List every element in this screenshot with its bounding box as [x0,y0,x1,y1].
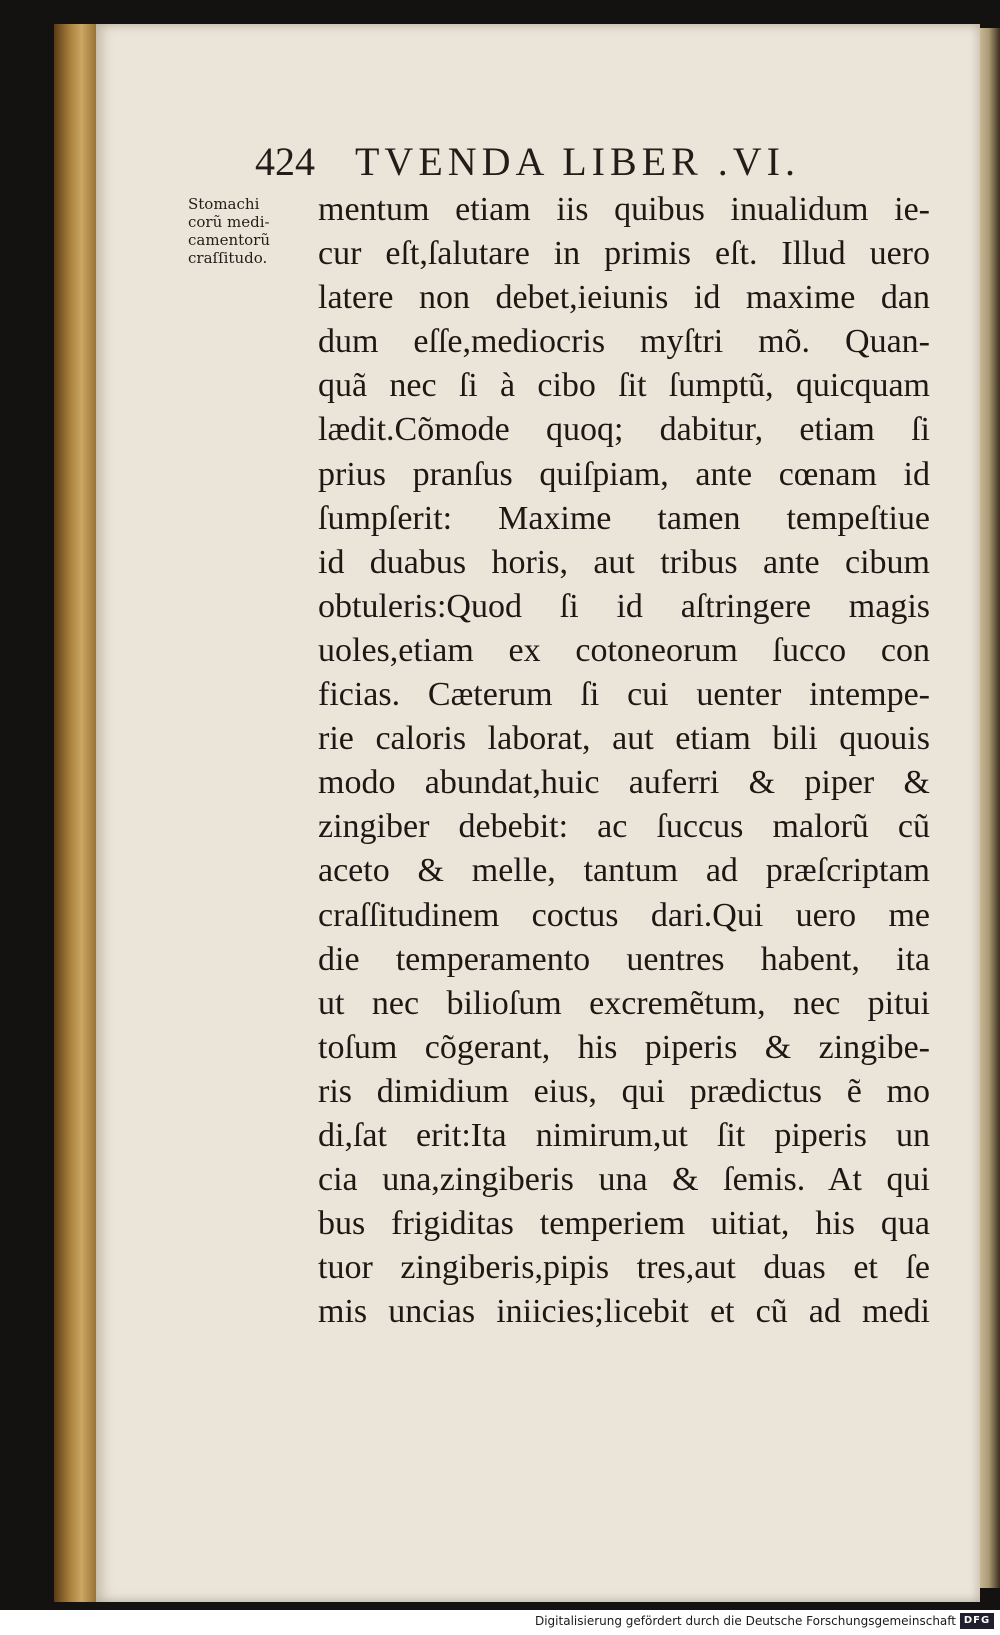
book-edge-left [54,24,100,1602]
text-line: prius pranſus quiſpiam, ante cœnam id [318,455,930,493]
text-line: cia una,zingiberis una & ſemis. At qui [318,1161,930,1199]
text-line: dum eſſe,mediocris myſtri mõ. Quan- [318,323,930,361]
text-line: lædit.Cõmode quoq; dabitur, etiam ſi [318,411,930,449]
text-line: mis uncias iniicies;licebit et cũ ad medi [318,1293,930,1331]
text-line: tuor zingiberis,pipis tres,aut duas et ſe [318,1249,930,1287]
marginal-note [188,195,320,267]
text-line: bus frigiditas temperiem uitiat, his qua [318,1205,930,1243]
text-line: latere non debet,ieiunis id maxime dan [318,279,930,317]
text-line: zingiber debebit: ac ſuccus malorũ cũ [318,808,930,846]
marginal-note-line: Stomachi [188,195,260,213]
running-title: TVENDA LIBER .VI. [355,139,800,184]
text-line: ut nec bilioſum excremẽtum, nec pitui [318,984,930,1022]
digitization-credit: Digitalisierung gefördert durch die Deutsche Forschungsgemeinschaft [534,1614,956,1628]
text-line: toſum cõgerant, his piperis & zingibe- [318,1028,930,1066]
body-text [318,188,930,1334]
text-line: cur eſt,ſalutare in primis eſt. Illud uero [318,235,930,273]
text-line: ſumpſerit: Maxime tamen tempeſtiue [318,499,930,537]
text-line: id duabus horis, aut tribus ante cibum [318,543,930,581]
text-line: die temperamento uentres habent, ita [318,940,930,978]
text-line: quã nec ſi à cibo ſit ſumptũ, quicquam [318,367,930,405]
text-line: aceto & melle, tantum ad præſcriptam [318,852,930,890]
marginal-note-line: craſſitudo. [188,249,268,267]
text-line: ficias. Cæterum ſi cui uenter intempe- [318,676,930,714]
text-line: di,ſat erit:Ita nimirum,ut ſit piperis un [318,1116,930,1154]
book-edge-right [978,28,1000,1588]
page-number: 424 [255,139,315,184]
text-line: craſſitudinem coctus dari.Qui uero me [318,896,930,934]
text-line: modo abundat,huic auferri & piper & [318,764,930,802]
text-line: ris dimidium eius, qui prædictus ẽ mo [318,1072,930,1110]
text-line: uoles,etiam ex cotoneorum ſucco con [318,631,930,669]
marginal-note-line: camentorũ [188,231,270,249]
marginal-note-line: corũ medi- [188,213,270,231]
text-line: obtuleris:Quod ſi id aſtringere magis [318,587,930,625]
text-line: mentum etiam iis quibus inualidum ie- [318,191,930,228]
running-head [255,138,935,185]
dfg-logo: DFG [960,1613,994,1629]
text-line: rie caloris laborat, aut etiam bili quouis [318,720,930,758]
